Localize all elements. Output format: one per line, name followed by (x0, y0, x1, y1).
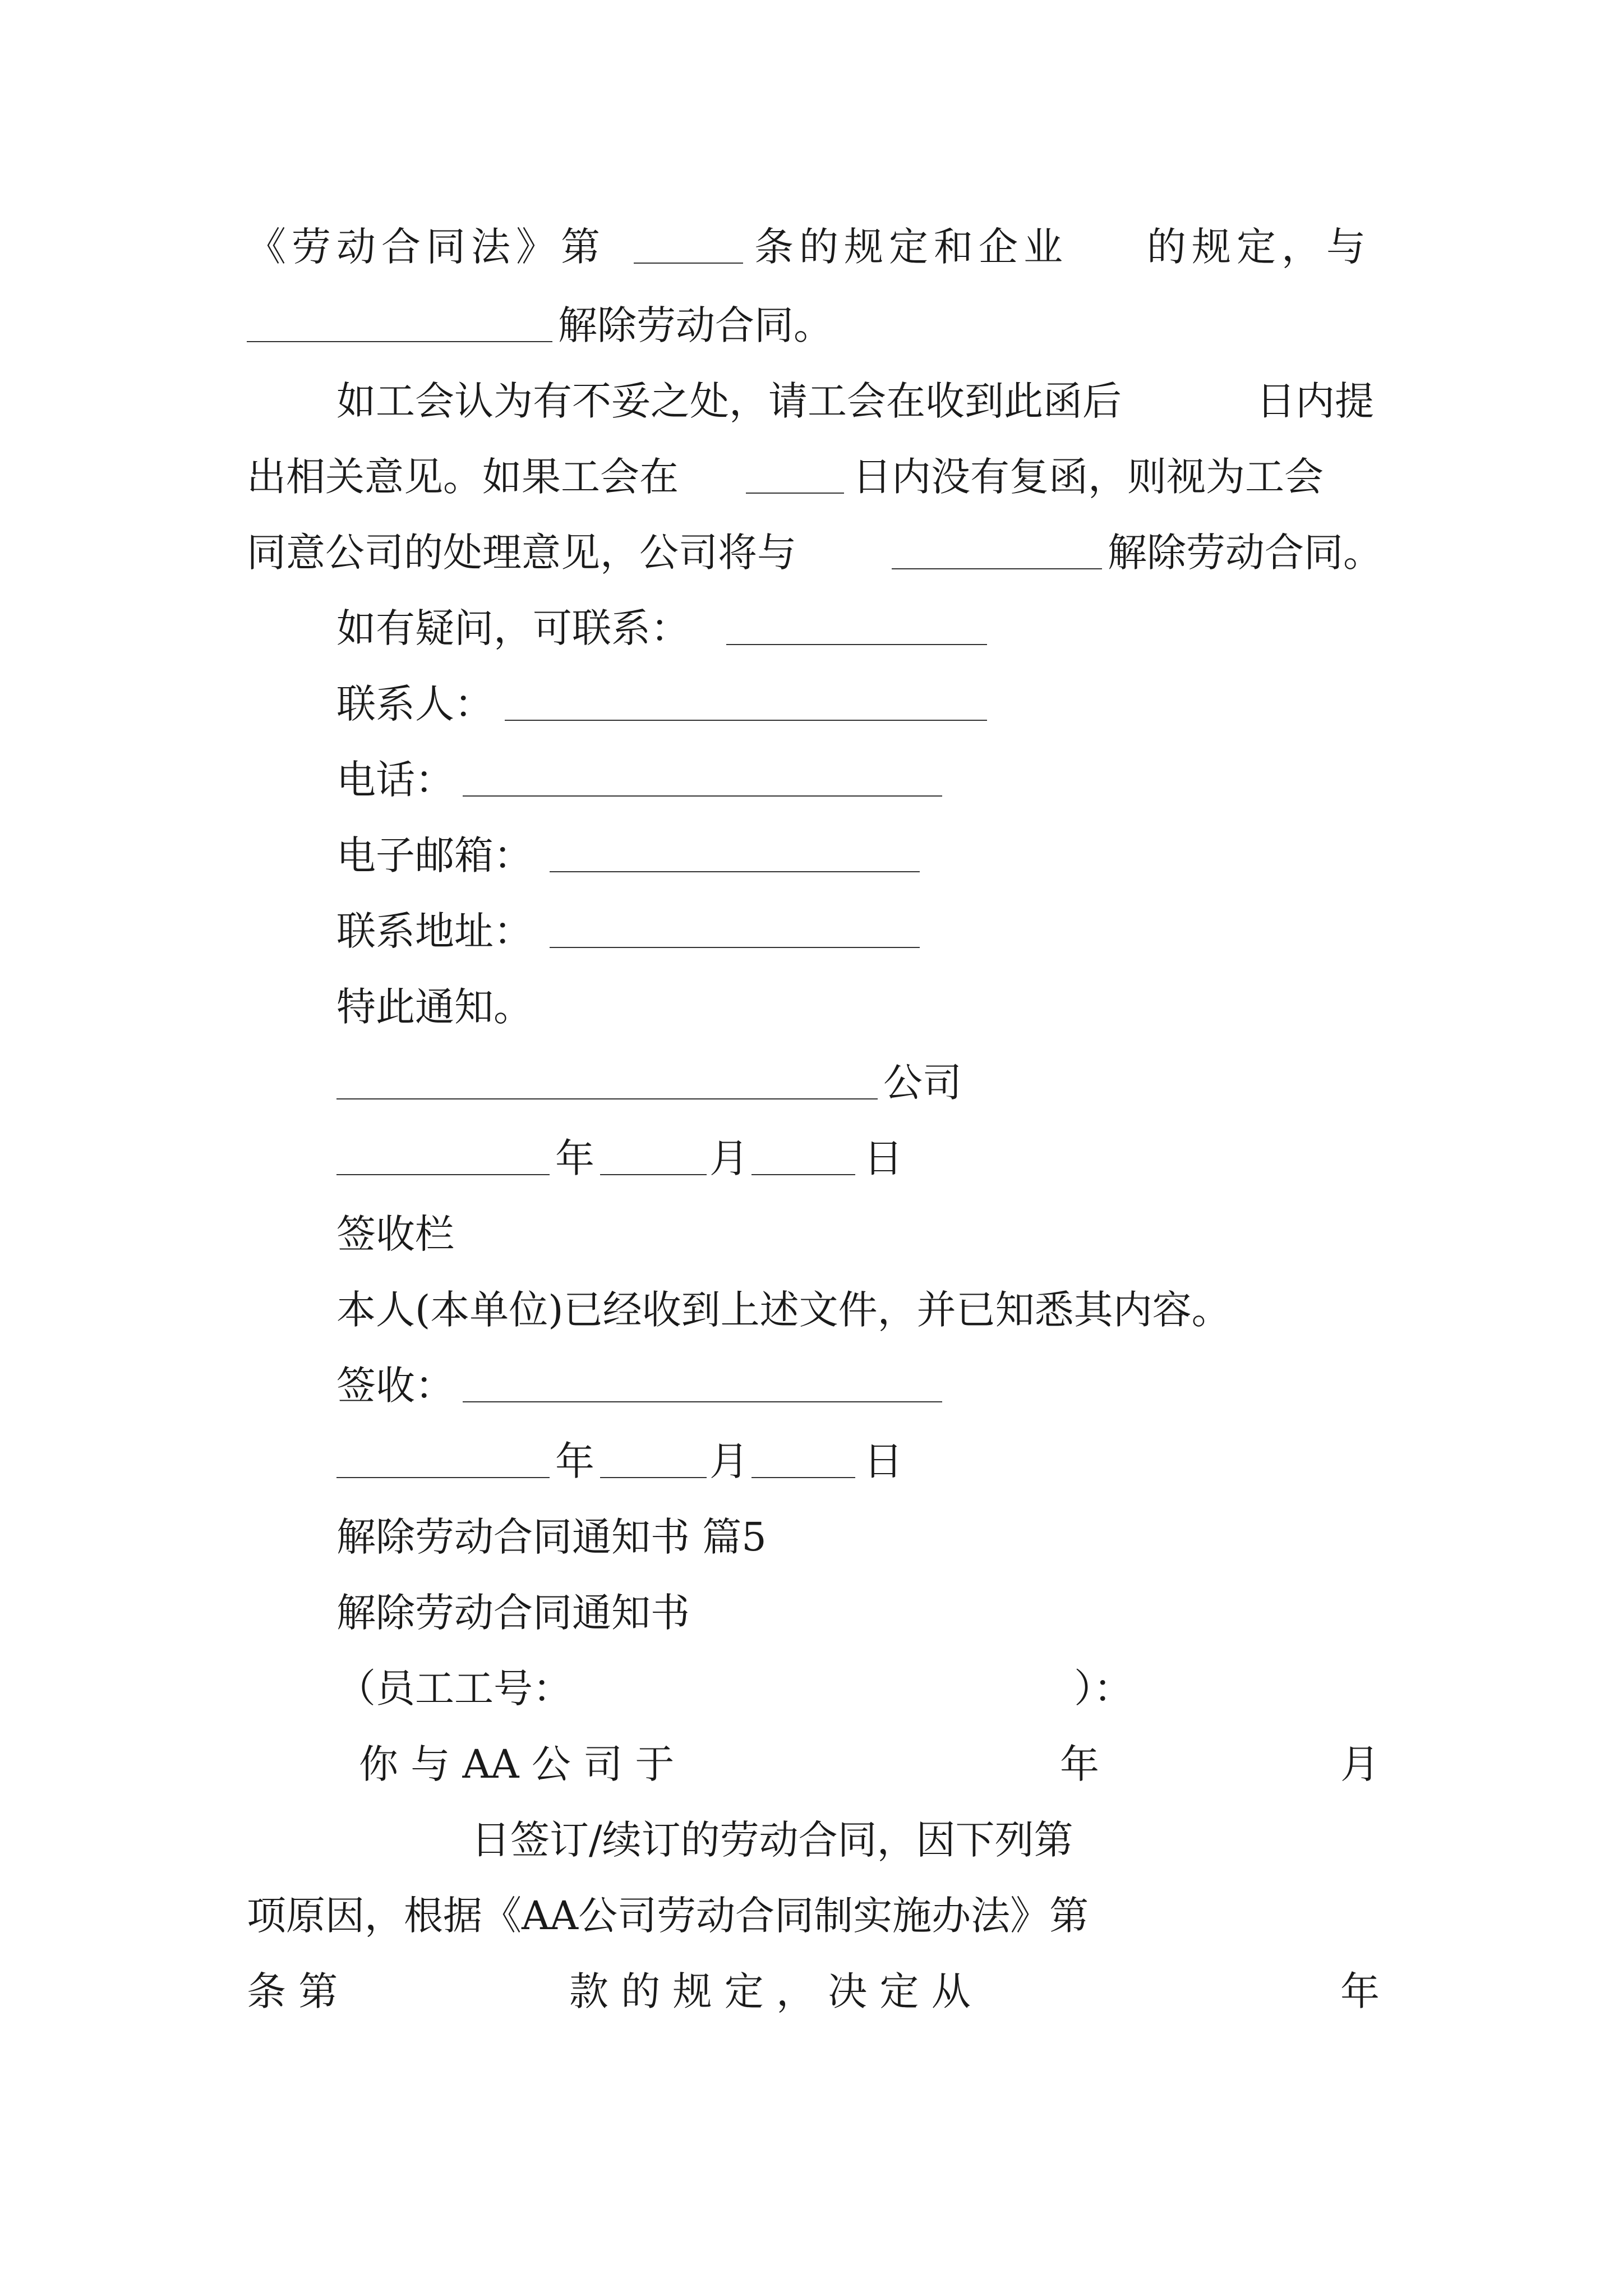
text: 如有疑问，可联系： (336, 605, 690, 651)
text: 签收： (336, 1363, 454, 1409)
text: 本人(本单位)已经收到上述文件，并已知悉其内容。 (336, 1287, 1231, 1333)
text: （员工工号： (336, 1665, 572, 1711)
text: 解除劳动合同通知书 (336, 1590, 690, 1636)
text: 特此通知。 (336, 984, 533, 1030)
blank-line (463, 795, 942, 797)
text: 月 (1340, 1741, 1380, 1787)
blank-line (336, 1098, 878, 1099)
blank-line (550, 871, 920, 872)
blank-line (726, 644, 987, 645)
text: 年 (1060, 1741, 1099, 1787)
text: 签收栏 (336, 1211, 454, 1257)
text: 日内没有复函，则视为工会 (852, 454, 1324, 500)
text: 电子邮箱： (336, 832, 533, 878)
text: 日签订/续订的劳动合同，因下列第 (471, 1817, 1073, 1863)
text: 联系人： (336, 681, 494, 727)
blank-line (463, 1401, 942, 1402)
blank-line (634, 263, 743, 264)
blank-line (892, 568, 1102, 569)
text: 如工会认为有不妥之处，请工会在收到此函后 (336, 378, 1122, 424)
blank-line (336, 1477, 550, 1478)
text: 年 (1340, 1968, 1380, 2014)
blank-line (505, 720, 987, 721)
text: 条 第 (247, 1968, 338, 2014)
text: 年 (555, 1438, 594, 1484)
text: 公司 (883, 1060, 962, 1106)
text: 联系地址： (336, 908, 533, 954)
text: 年 (555, 1135, 594, 1181)
text: 你 与 AA 公 司 于 (359, 1741, 675, 1787)
text: 月 (709, 1135, 749, 1181)
text: 电话： (336, 757, 454, 803)
blank-line (247, 341, 552, 342)
blank-line (600, 1174, 707, 1175)
text: ）： (1074, 1665, 1133, 1711)
blank-line (751, 1174, 855, 1175)
blank-line (751, 1477, 855, 1478)
blank-line (600, 1477, 707, 1478)
text: 同意公司的处理意见，公司将与 (247, 530, 796, 576)
text: 日内提 (1256, 378, 1374, 424)
text: 解除劳动合同通知书 篇5 (336, 1514, 767, 1560)
text: 日 (864, 1135, 903, 1181)
text: 《劳动合同法》第 (247, 224, 606, 270)
text: 条的规定和企业 (754, 224, 1068, 270)
text: 出相关意见。如果工会在 (247, 454, 679, 500)
text: 的规定，与 (1147, 224, 1371, 270)
text: 月 (709, 1438, 749, 1484)
blank-line (746, 493, 844, 494)
text: 解除劳动合同。 (1108, 530, 1382, 576)
blank-line (550, 947, 920, 948)
text: 解除劳动合同。 (558, 302, 833, 348)
blank-line (336, 1174, 550, 1175)
text: 款 的 规 定 ， 决 定 从 (569, 1968, 971, 2014)
text: 日 (864, 1438, 903, 1484)
text: 项原因，根据《AA公司劳动合同制实施办法》第 (247, 1893, 1089, 1939)
